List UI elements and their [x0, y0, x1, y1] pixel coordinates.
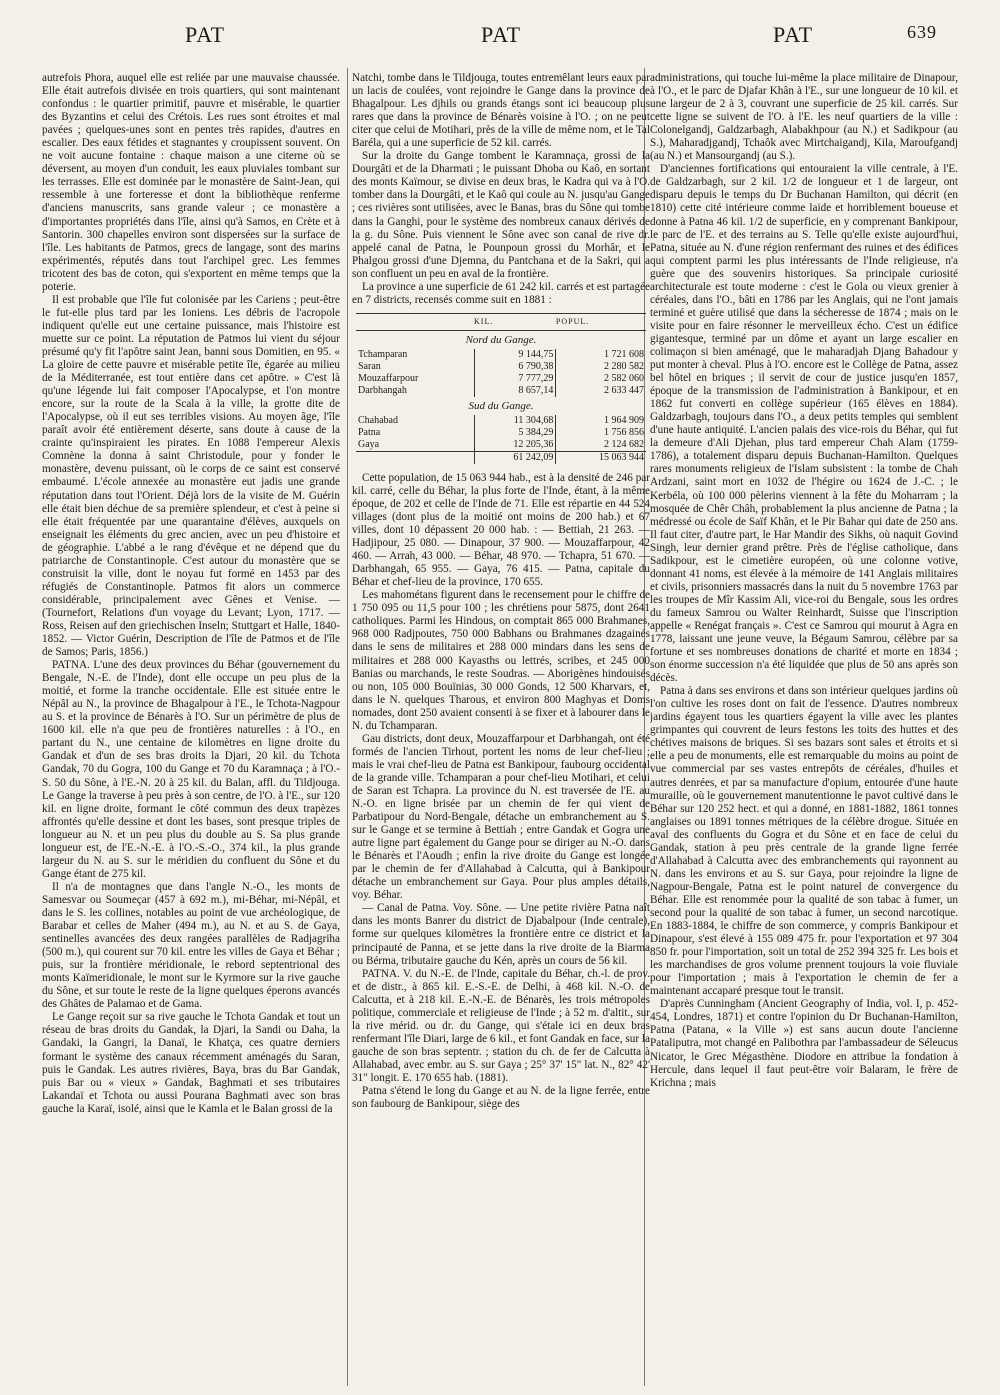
- column-1: [42, 72, 340, 1382]
- paragraph: — Canal de Patna. Voy. Sône. — Une petite rivière Patna naît dans les monts Banrer du district de Djabalpour (Inde centrale), forme sur quelques kilomètres la frontière entre ce district et la principauté de Panna, et se jette dans la rive droite de la Biarma ou Bérma, tributaire gauche du Kén, après un cours de 56 kil.: [352, 902, 650, 967]
- paragraph: Patna à dans ses environs et dans son intérieur quelques jardins où l'on cultive les roses dont on fait de l'essence. D'autres nombreux jardins égayent tous les quartiers égayent la ville avec les plantes grimpantes qui couvrent de leurs festons les toits des huttes et des chétives maisons de briques. Si ses bazars sont sales et étroits et si elle a peu de monuments, elle est remarquable du moins au point de vue commercial par ses vastes entrepôts de céréales, d'huiles et autres denrées, et par sa manufacture d'opium, entourée d'une haute muraille, où le gouvernement manutentionne le pavot cultivé dans le Béhar sur 120 252 hect. et qui a donné, en 1881-1882, 1861 tonnes anglaises ou 1891 tonnes métriques de la célèbre drogue. Située en aval des confluents du Gogra et du Sône et en face de celui du Gandak, station à peu près centrale de la grande ligne ferrée d'Allahabad à Calcutta avec des embranchements qui rayonnent au N. dans les environs et au S. sur Gaya, pour rejoindre la ligne de Nagpour-Bengale, Patna est le point naturel de convergence du Béhar. Elle est renommée pour la qualité de son tabac à fumer, un second pour la qualité de son tabac à fumer, un second narcotique. En 1883-1884, le chiffre de son commerce, y compris Bankipour et Dinapour, s'est élevé à 155 089 475 fr. pour l'exportation et 97 304 850 fr. pour l'importation, soit un total de 252 394 325 fr. Les bois et les marchandises de gros volume prennent toujours la voie fluviale pour l'importation ; mais à l'exportation le chemin de fer a maintenant accaparé presque tout le transit.: [650, 685, 958, 998]
- paragraph: Il n'a de montagnes que dans l'angle N.-O., les monts de Samesvar ou Soumeçar (457 à 692 m.), mi-Béhar, mi-Népâl, et dans le S. les collines, notables au point de vue archéologique, de Barabar et celles de Maher (494 m.), au N. et au S. de Gaya, sentinelles avancées des deux rangées parallèles de Radjagriha (500 m.), qui courent sur 70 kil. entre les villes de Gaya et Béhar ; puis, sur la frontière méridionale, le rebord septentrional des monts Kaïmeridionale, le mont sur le Kyrmore sur la rive gauche du Sône, et sur toute le reste de la ligne quelques éperons avancés des Ghâtes de Palamao et de Gama.: [42, 880, 340, 1011]
- table-row: Patna 5 384,29 1 756 856: [358, 426, 644, 438]
- paragraph: Cette population, de 15 063 944 hab., est à la densité de 246 par kil. carré, celle du Béhar, la plus forte de l'Inde, étant, à la même époque, de 202 et celle de l'Inde de 71. Elle est répartie en 44 524 villages (dont plus de la moitié ont moins de 200 hab.) et 67 villes, dont 10 dépassent 20 000 hab. : — Bettiah, 21 263. — Hadjipour, 25 080. — Dinapour, 37 900. — Mouzaffarpour, 42 460. — Arrah, 43 000. — Béhar, 48 970. — Tchapra, 51 670. — Darbhangah, 65 955. — Gaya, 76 415. — Patna, capitale du Béhar et chef-lieu de la province, 170 655.: [352, 471, 650, 589]
- table-header-popul: POPUL.: [556, 313, 646, 330]
- table-row: Saran 6 790,38 2 280 582: [358, 360, 644, 372]
- paragraph: Il est probable que l'île fut colonisée par les Cariens ; peut-être le fut-elle plus tard par les Ioniens. Les débris de l'acropole indiquent qu'elle eut une certaine puissance, mais l'histoire est muette sur ce point. La réputation de Patmos lui vient du séjour présumé qu'y fit l'apôtre saint Jean, banni sous Domitien, en 95. « La gloire de cette pauvre et misérable petite île, égarée au milieu de la Méditerranée, est tout entière dans cet apôtre. » C'est là qu'une légende lui fait composer l'Apocalypse, et l'on montre encore, sur la route de la Scala à la ville, la grotte dite de l'Apocalypse, où il eut ses terribles visions. Au moyen âge, l'île paraît avoir été entièrement déserte, sans doute à cause de la crainte qu'inspiraient les pirates. En 1088 l'empereur Alexis Comnène la donna à saint Christodule, pour y fonder le monastère, devenu puissant, où le corps de ce saint est conservé embaumé. L'école annexée au monastère eut jadis une grande réputation dans tout l'Orient. Déjà lors de la visite de M. Guérin elle était bien déchue de sa première splendeur, et c'est à peine si elle était fréquentée par une quarantaine d'élèves, auxquels on enseignait les éléments du grec ancien, avec un peu d'histoire et de géographie. L'abbé a le rang d'évêque et ne dépend que du patriarche de Constantinople. C'est autour du monastère que se construisit la ville, dont le noyau fut formé en 1453 par des réfugiés de Constantinople. Patmos fit alors un commerce considérable, principalement avec Gênes et Venise. — (Tournefort, Relations d'un voyage du Levant; Lyon, 1717. — Ross, Reisen auf den griechischen Inseln; Stuttgart et Halle, 1840-1852. — Victor Guérin, Description de l'île de Patmos et de l'île de Samos; Paris, 1856.): [42, 293, 340, 659]
- table-row: Gaya 12 205,36 2 124 682: [358, 438, 644, 450]
- page-number: 639: [907, 22, 937, 42]
- column-2: [352, 72, 650, 1382]
- paragraph: PATNA. L'une des deux provinces du Béhar (gouvernement du Bengale, N.-E. de l'Inde), dont elle occupe un peu plus de la moitié, et forme la tranche occidentale. Elle est située entre le Népâl au N., la province de Bhagalpour à l'E., le Tchota-Nagpour au S. et la province de Bénarès à l'O. Sur un périmètre de plus de 1600 kil. elle n'a que peu de frontières naturelles : à l'O., en partant du N., une centaine de kilomètres en ligne droite du Gandak et d'un de ses bras droits la Djari, 20 kil. du Tchota Gandak, 70 du Gogra, 100 du Gange et 70 du Karamnaça ; à l'O.-S. 50 du Sône, à l'E.-N. 20 à 25 kil. du Balan, affl. du Tildjouga. Le Gange la traverse à peu près à son centre, de l'O. à l'E., sur 120 kil. en ligne droite, formant le côté commun des deux trapèzes affrontés qu'elle dessine et dont les bases, sont presque triples de longueur au N. et un peu plus du double au S. Sa plus grande longueur est, de l'E.-N.-E. à l'O.-S.-O., 374 kil., la plus grande largeur du N. au S. sur le méridien du confluent du Sône et du Gange étant de 275 kil.: [42, 659, 340, 880]
- paragraph: Sur la droite du Gange tombent le Karamnaça, grossi de la Dourgâti et de la Dharmati ; le puissant Dhoba ou Kaô, en sortant des monts Kaïmour, se divise en deux bras, le Kadra qui va à l'O. tomber dans la Dourgâti, et le Kaô qui coule au N. jusqu'au Gange ; ces rivières sont utilisées, avec le Banas, bras du Sône qui tombe dans la Ganghi, pour le système des nombreux canaux dérivés de la g. du Sône. Puis viennent le Sône avec son canal de rive dr. appelé canal de Patna, le Pounpoun grossi du Morhâr, et le Phalgou grossi d'une Djemna, du Pantchana et de la Sakri, qui a son confluent un peu en aval de la frontière.: [352, 150, 650, 280]
- paragraph: PATNA. V. du N.-E. de l'Inde, capitale du Béhar, ch.-l. de prov. et de distr., à 865 kil. E.-S.-E. de Delhi, à 468 kil. N.-O. de Calcutta, et à 218 kil. E.-N.-E. de Bénarès, les trois métropoles politique, commerciale et religieuse de l'Inde ; à 52 m. d'altit., sur la rive mérid. ou dr. du Gange, qui s'étale ici en deux bras renfermant l'île Diari, large de 6 kil., et font Gandak en face, sur la gauche de son bras septentr. ; station du ch. de fer de Calcutta à Allahabad, avec embr. au S. sur Gaya ; 25° 37' 15" lat. N., 82° 42' 31" longit. E. 170 655 hab. (1881).: [352, 967, 650, 1084]
- table-header-kil: KIL.: [474, 313, 556, 330]
- running-head-left: PAT: [185, 22, 226, 47]
- paragraph: D'anciennes fortifications qui entouraient la ville centrale, à l'E. de Galdzarbagh, sur 2 kil. 1/2 de longueur et 1 de largeur, ont disparu depuis le temps du Dr Buchanan Hamilton, qui décrit (en 1810) cette cité intérieure comme laide et horriblement boueuse et donne à Patna 46 kil. 1/2 de superficie, en y comprenant Bankipour, le parc de l'E. et des terrains au S. Telle qu'elle existe aujourd'hui, Patna, située au N. d'une région renfermant des ruines et des édifices qui comptent parmi les plus intéressants de l'Inde religieuse, n'a guère que des souvenirs historiques. Sa principale curiosité architecturale est toute moderne : c'est le Gola ou vieux grenier à céréales, dans l'O., bâti en 1786 par les Anglais, qui ne l'ont jamais terminé et guère utilisé que dans la sécheresse de 1874 ; mais on le visite pour en faire résonner le merveilleux écho. C'est un édifice gigantesque, terminé par un dôme et ayant un large escalier en colimaçon si bien aménagé, que le maharadjah Djang Bahadour y put monter à cheval. Plus à l'O. encore est le Collège de Patna, assez bel hôtel en briques ; il servit de cour de justice jusqu'en 1857, époque de la transmission de l'administration à Bankipour, et en 1862 fut converti en collège supérieur (165 élèves en 1884). Galdzarbagh, toujours dans l'O., a deux petits temples qui semblent d'une haute antiquité. L'ancien palais des vice-rois du Béhar, qui fut la demeure d'Ali Djehan, plus tard empereur Chah Alam (1759-1786), a totalement disparu depuis Buchanan-Hamilton. Quelques rares monuments religieux de l'Islam subsistent : la tombe de Chah Ardzani, saint mort en 1032 de l'hégire ou 1624 de J.-C. ; le Kerbéla, où 100 000 pèlerins viennent à la fête du Moharram ; la mosquée de Chêr Châh, probablement la plus ancienne de Patna ; la médressé ou école de Saïf Khân, et le Pir Bahar qui date de 250 ans. Il faut citer, d'autre part, le Har Mandir des Sikhs, où naquit Govind Singh, leur dernier grand prêtre. Près de l'église catholique, dans Sadikpour, est le cimetière européen, où une colonne votive, donnant 41 noms, est élevée à la mémoire de 141 Anglais militaires et civils, prisonniers massacrés dans la nuit du 5 novembre 1763 par les troupes de Mîr Kassim Ali, vice-roi du Bengale, sous les ordres du fameux Samrou ou Walter Reinhardt, Suisse que l'inscription appelle « Renégat français ». C'est ce Samrou qui mourut à Agra en 1778, laissant une jeune veuve, la Bégaum Samrou, célèbre par sa fortune et ses nombreuses donations de charité et morte en 1834 ; son énorme succession n'a été liquidée que plus de 50 ans après son décès.: [650, 163, 958, 685]
- paragraph: autrefois Phora, auquel elle est reliée par une mauvaise chaussée. Elle était autrefois divisée en trois quartiers, qui sont maintenant confondus : le quartier primitif, pauvre et misérable, le quartier des Byzantins et celui des Crétois. Les rues sont étroites et mal pavées ; quelques-unes sont en pentes très rapides, d'autres en escalier. Des eaux fétides et stagnantes y croupissent souvent. On ne voit aucune fontaine : chaque maison a une citerne où se déversent, au moyen d'un conduit, les eaux pluviales tombant sur les terrasses. Elle est dominée par le monastère de Saint-Jean, qui ressemble à une forteresse et dont la bibliothèque renferme d'anciens manuscrits, sans grande valeur ; ce monastère a d'importantes propriétés dans l'île, ainsi qu'à Samos, en Crète et à Santorin. 300 chapelles environ sont dispersées sur la surface de l'île. Les habitants de Patmos, grecs de langage, sont des marins expérimentés, réputés dans tout l'archipel grec. Les femmes tricotent des bas de coton, qui s'exportent en même temps que la poterie.: [42, 72, 340, 293]
- paragraph: Patna s'étend le long du Gange et au N. de la ligne ferrée, entre son faubourg de Bankipour, siège des: [352, 1085, 650, 1111]
- table-row: Mouzaffarpour 7 777,29 2 582 060: [358, 372, 644, 384]
- running-head-center: PAT: [481, 22, 522, 47]
- column-3: [650, 72, 958, 1382]
- paragraph: D'après Cunningham (Ancient Geography of India, vol. I, p. 452-454, Londres, 1871) et contre l'opinion du Dr Buchanan-Hamilton, Patna (Patana, « la Ville ») est sans aucun doute l'ancienne Pataliputra, mot changé en Palibothra par l'ambassadeur de Séleucus Nicator, le Grec Mégasthène. Diodore en attribue la fondation à Hercule, dans lequel il faut peut-être voir Balaram, le frère de Krichna ; mais: [650, 998, 958, 1089]
- table-section-south: Sud du Gange.: [468, 399, 534, 412]
- table-row: Chahabad 11 304,68 1 964 909: [358, 414, 644, 426]
- paragraph: administrations, qui touche lui-même la place militaire de Dinapour, à l'O., et le parc de Djafar Khân à l'E., sur une longueur de 10 kil. et une largeur de 2 à 3, couvrant une superficie de 25 kil. carrés. Sur cette ligne se suivent de l'O. à l'E. les neuf quartiers de la ville : Colonelgandj, Galdzarbagh, Alabakhpour (au N.) et Sadikpour (au S.), Maharadjgandj, Tchaôk avec Mirtchaigandj, Kila, Maroufgandj (au N.) et Mansourgandj (au S.).: [650, 72, 958, 163]
- table-section-north: Nord du Gange.: [465, 333, 537, 346]
- paragraph: Natchi, tombe dans le Tildjouga, toutes entremêlant leurs eaux par un lacis de coulées, vont rejoindre le Gange dans la province de Bhagalpour. Les djhils ou grands étangs sont ici beaucoup plus rares que dans la province de Bénarès voisine à l'O. ; on ne peut citer que celui de Motihari, près de la ville de même nom, et le Tal Baréla, qui a une superficie de 52 kil. carrés.: [352, 72, 650, 150]
- paragraph: Gau districts, dont deux, Mouzaffarpour et Darbhangah, ont été formés de l'ancien Tirhout, portent les noms de leur chef-lieu ; mais le vrai chef-lieu de Patna est Bankipour, faubourg occidental de la grande ville. Tchamparan a pour chef-lieu Motihari, et celui de Saran est Tchapra. La province du N. est traversée de l'E. au N.-O. en ligne brisée par un chemin de fer qui vient de Parbatipour du Nord-Bengale, détache un embranchement au S. sur le Gange et se termine à Bettiah ; entre Gandak et Gogra une autre ligne part également du Gange pour se diriger au N.-O. dans le Bénarès et l'Aoudh ; enfin la rive droite du Gange est longée par le chemin de fer d'Allahabad à Calcutta, qui à Bankipour détache un embranchement sur Gaya. Pour plus amples détails, voy. Béhar.: [352, 732, 650, 902]
- column-rule: [347, 68, 348, 1386]
- district-table: [356, 313, 646, 464]
- paragraph: La province a une superficie de 61 242 kil. carrés et est partagée en 7 districts, recensés comme suit en 1881 :: [352, 280, 650, 306]
- running-head-right: PAT: [773, 22, 814, 47]
- paragraph: Les mahométans figurent dans le recensement pour le chiffre de 1 750 095 ou 11,5 pour 100 ; les chrétiens pour 5875, dont 2641 catholiques. Parmi les Hindous, on comptait 865 000 Brahmanes, 968 000 Radjpoutes, 750 000 Babhans ou Brahmanes dzagainés dans le sens de militaires et 288 000 mindars dans les sens de militaires et 288 000 Kayasths ou lettrés, scribes, et 245 000 Banias ou marchands, le reste Soudras. — Aborigènes hindouisés ou non, 105 000 Bouïnias, 30 000 Gonds, 12 500 Kharvars, et, dans le N. quelques Tharous, et environ 800 Maghyas et Doms nomades, dont 250 avaient consenti à se fixer et à labourer dans le N. du Tchamparan.: [352, 589, 650, 732]
- paragraph: Le Gange reçoit sur sa rive gauche le Tchota Gandak et tout un réseau de bras droits du Gandak, la Djari, la Sandi ou Daha, la Gandaki, la Gangri, la Danaï, le Khatça, ces quatre derniers formant le système des canaux récemment aménagés du Saran, puis le Gandak. Les autres rivières, Baya, bras du Bar Gandak, puis Bar ou « vieux » Gandak, Baghmati et ses tributaires Lakandaï et Tchota ou aussi Pourana Baghmati avec son bras gauche la Karaï, isolé, ainsi que le Kamla et le Balan grossi de la: [42, 1011, 340, 1115]
- table-row: Tchamparan 9 144,75 1 721 608: [358, 348, 644, 360]
- table-row: Darbhangah 8 657,14 2 633 447: [358, 384, 644, 396]
- table-total-row: 61 242,09 15 063 944: [356, 451, 646, 464]
